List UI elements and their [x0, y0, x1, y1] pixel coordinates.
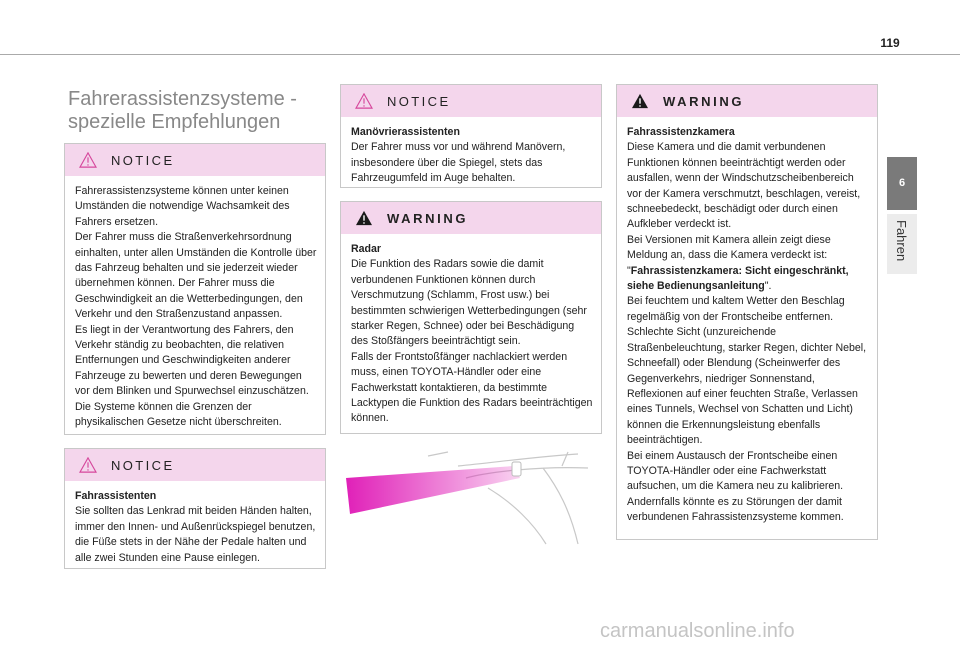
section-title-line1: Fahrerassistenzsysteme - [68, 88, 297, 110]
camera-icon [512, 462, 521, 476]
section-title [68, 88, 328, 134]
notice-body [65, 176, 325, 439]
warning-triangle-icon [631, 93, 649, 109]
notice-box-maneuver-assist [340, 84, 602, 188]
warning-subheading: Radar [351, 243, 382, 255]
paragraph: Es liegt in der Verantwortung des Fahrers, den Verkehr ständig zu beobachten, die relativen Entfernungen und Geschwindigkeiten anderer Fahrzeuge zu bewerten und deren Bewegungen vor dem Blinken und Spurwechsel einzuschätzen. [75, 323, 309, 398]
warning-body [341, 234, 601, 435]
windshield-camera-illustration [338, 448, 600, 548]
paragraph: Bei feuchtem und kaltem Wetter den Beschlag regelmäßig von der Frontscheibe entfernen. [627, 295, 845, 323]
section-title-line2: spezielle Empfehlungen [68, 111, 281, 133]
warning-box-camera [616, 84, 878, 540]
paragraph: Bei einem Austausch der Frontscheibe einen TOYOTA-Händler oder eine Fachwerkstatt aufsuchen, um die Kamera neu zu kalibrieren. [627, 449, 844, 493]
notice-warning-triangle-icon [355, 93, 373, 109]
warning-subheading: Fahrassistenzkamera [627, 126, 735, 138]
paragraph: Schlechte Sicht (unzureichende Straßenbeleuchtung, starker Regen, dichter Nebel, Schneefall) oder Blendung (Scheinwerfer des Gegenverkehrs, niedriger Sonnenstand, Reflexionen auf einer feuchten Straße, Verlassen eines Tunnels, Wechsel von Schatten und Licht) können die Erkennungsleistung ebenfalls beeinträchtigen. [627, 326, 867, 447]
notice-heading: NOTICE [387, 93, 451, 109]
paragraph: Die Funktion des Radars sowie die damit verbundenen Funktionen können durch Verschmutzung (Schlamm, Frost usw.) bei bestimmten schwierigen Wetterbedingungen (sehr starker Regen, Schnee) oder bei Beschädigung des Stoßfängers beeinträchtigt sein. [351, 258, 587, 348]
chapter-tab[interactable]: 6 [887, 157, 917, 210]
notice-body [341, 117, 601, 195]
camera-message: Fahrassistenzkamera: Sicht eingeschränkt, siehe Bedienungsanleitung [627, 264, 849, 293]
notice-heading: NOTICE [111, 457, 175, 473]
paragraph-with-message [627, 233, 869, 295]
paragraph: Sie sollten das Lenkrad mit beiden Händen halten, immer den Innen- und Außenrückspiegel benutzen, die Füße stets in der Nähe der Pedale halten und alle zwei Stunden eine Pause einlegen. [75, 505, 316, 564]
notice-box-header [65, 449, 325, 481]
paragraph: Fahrerassistenzsysteme können unter keinen Umständen die notwendige Wachsamkeit des Fahrers ersetzen. [75, 185, 290, 228]
notice-box-general [64, 143, 326, 435]
warning-box-radar [340, 201, 602, 434]
message-prefix: Bei Versionen mit Kamera allein zeigt diese Meldung an, dass die Kamera verdeckt ist: " [627, 233, 831, 277]
message-suffix: ". [764, 280, 772, 293]
warning-triangle-icon [355, 210, 373, 226]
notice-box-driving-assist [64, 448, 326, 569]
chapter-label: Fahren [894, 220, 909, 262]
car-outline [428, 452, 588, 544]
watermark: carmanualsonline.info [600, 620, 795, 642]
warning-heading: WARNING [663, 93, 745, 109]
warning-heading: WARNING [387, 210, 469, 226]
notice-heading: NOTICE [111, 152, 175, 168]
paragraph: Diese Kamera und die damit verbundenen Funktionen können beeinträchtigt werden oder ausfallen, wenn der Windschutzscheibenbereich vor der Kamera verschmutzt, beschlagen, vereist, schneebedeckt, beschädigt oder durch einen Aufkleber verdeckt ist. [627, 141, 861, 231]
notice-box-header [65, 144, 325, 176]
paragraph: Falls der Frontstoßfänger nachlackiert werden muss, einen TOYOTA-Händler oder eine Fachwerkstatt kontaktieren, da bestimmte Lacktypen die Funktion des Radars beeinträchtigen können. [351, 350, 593, 425]
camera-field-of-view-beam [346, 466, 520, 514]
notice-box-header [341, 85, 601, 117]
paragraph: Die Systeme können die Grenzen der physikalischen Gesetze nicht überschreiten. [75, 400, 282, 429]
paragraph: Der Fahrer muss vor und während Manövern, insbesondere über die Spiegel, stets das Fahrzeugumfeld im Auge behalten. [351, 141, 566, 185]
header-rule [0, 54, 960, 55]
page-number: 119 [880, 36, 900, 50]
notice-subheading: Fahrassistenten [75, 490, 157, 502]
notice-warning-triangle-icon [79, 457, 97, 473]
notice-warning-triangle-icon [79, 152, 97, 168]
notice-body [65, 481, 325, 574]
notice-subheading: Manövrierassistenten [351, 126, 460, 138]
paragraph: Andernfalls könnte es zu Störungen der damit verbundenen Fahrassistenzsysteme kommen. [627, 495, 844, 524]
paragraph: Der Fahrer muss die Straßenverkehrsordnung einhalten, unter allen Umständen die Kontrolle über das Fahrzeug behalten und sie jederzeit wieder übernehmen können. Der Fahrer muss die Geschwindigkeit an die Wetterbedingungen, den Verkehr und den Straßenzustand anpassen. [75, 231, 317, 321]
warning-body [617, 117, 877, 534]
warning-box-header [617, 85, 877, 117]
warning-box-header [341, 202, 601, 234]
